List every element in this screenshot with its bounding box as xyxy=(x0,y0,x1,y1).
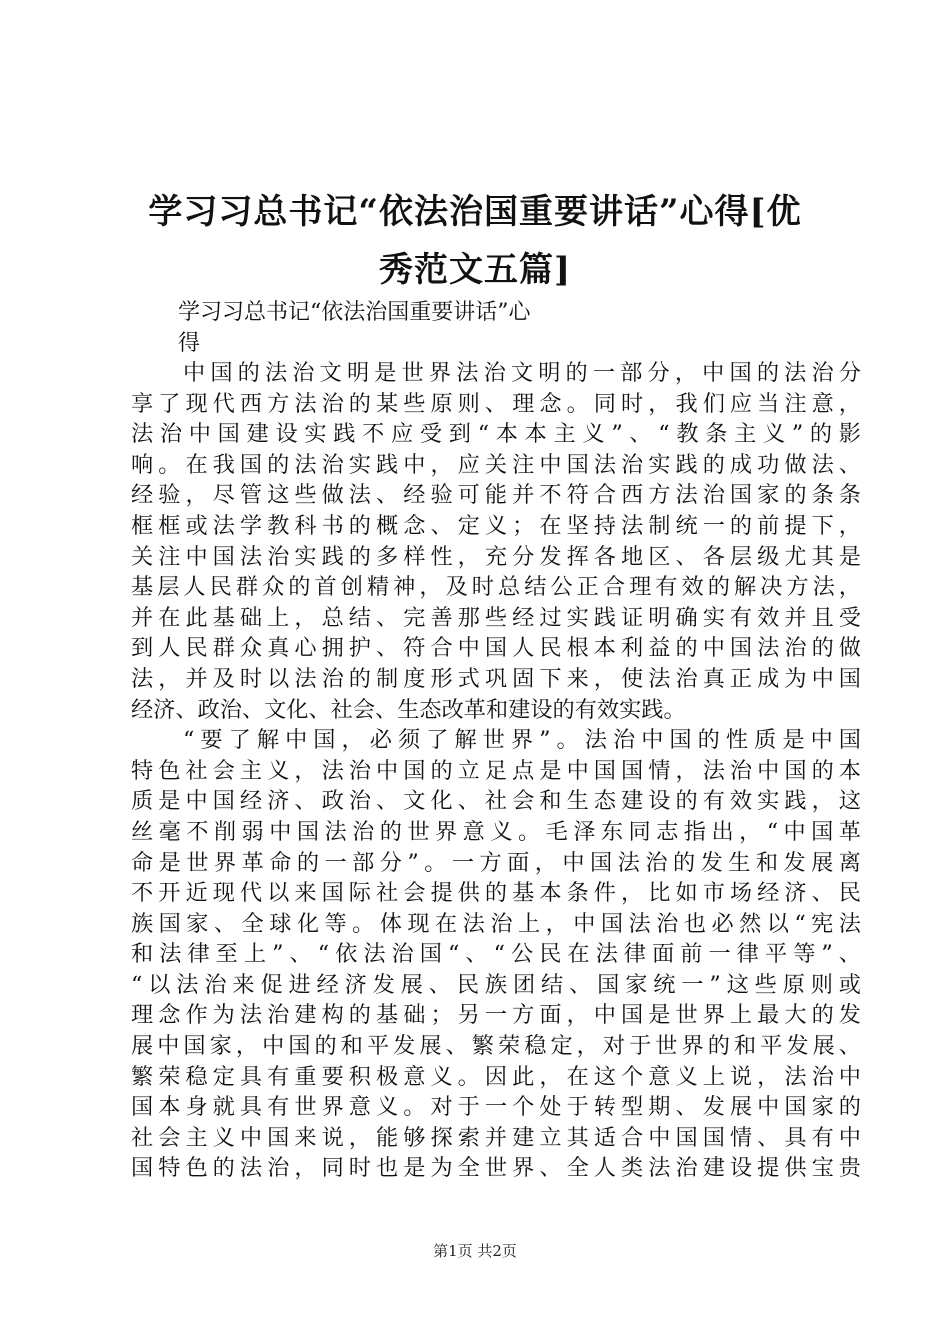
text-line: 关注中国法治实践的多样性，充分发挥各地区、各层级尤其是 xyxy=(131,543,861,570)
page-number: 第1页 共2页 xyxy=(433,1242,517,1260)
text-line: 框框或法学教科书的概念、定义；在坚持法制统一的前提下， xyxy=(131,512,861,539)
text-line: “以法治来促进经济发展、民族团结、国家统一”这些原则或 xyxy=(131,971,861,998)
text-line: 并在此基础上，总结、完善那些经过实践证明确实有效并且受 xyxy=(131,604,861,631)
text-line: “要了解中国，必须了解世界”。法治中国的性质是中国 xyxy=(183,727,861,754)
text-line: 经验，尽管这些做法、经验可能并不符合西方法治国家的条条 xyxy=(131,482,861,509)
text-line: 中国的法治文明是世界法治文明的一部分，中国的法治分 xyxy=(183,360,861,386)
subtitle-line: 学习习总书记“依法治国重要讲话”心 xyxy=(178,300,531,325)
text-line: 国本身就具有世界意义。对于一个处于转型期、发展中国家的 xyxy=(131,1094,861,1121)
text-line: 享了现代西方法治的某些原则、理念。同时，我们应当注意， xyxy=(131,390,861,417)
document-title xyxy=(120,183,830,299)
text-line: 展中国家，中国的和平发展、繁荣稳定，对于世界的和平发展、 xyxy=(131,1033,861,1060)
text-line: 社会主义中国来说，能够探索并建立其适合中国国情、具有中 xyxy=(131,1124,861,1151)
page-footer xyxy=(0,1241,950,1261)
text-line: 不开近现代以来国际社会提供的基本条件，比如市场经济、民 xyxy=(131,880,861,907)
paragraph-1 xyxy=(131,358,861,725)
text-line: 经济、政治、文化、社会、生态改革和建设的有效实践。 xyxy=(131,696,686,723)
text-line: 基层人民群众的首创精神，及时总结公正合理有效的解决方法， xyxy=(131,574,861,601)
text-line: 和法律至上”、“依法治国“、“公民在法律面前一律平等”、 xyxy=(131,941,861,968)
subtitle-line: 得 xyxy=(178,331,201,356)
text-line: 命是世界革命的一部分”。一方面，中国法治的发生和发展离 xyxy=(131,849,861,876)
text-line: 法治中国建设实践不应受到“本本主义”、“教条主义”的影 xyxy=(131,421,861,448)
text-line: 国特色的法治，同时也是为全世界、全人类法治建设提供宝贵 xyxy=(131,1155,861,1182)
text-line: 质是中国经济、政治、文化、社会和生态建设的有效实践，这 xyxy=(131,788,861,815)
text-line: 特色社会主义，法治中国的立足点是中国国情，法治中国的本 xyxy=(131,757,861,784)
text-line: 法，并及时以法治的制度形式巩固下来，使法治真正成为中国 xyxy=(131,665,861,692)
text-line: 到人民群众真心拥护、符合中国人民根本利益的中国法治的做 xyxy=(131,635,861,662)
document-subtitle xyxy=(178,297,628,359)
title-line: 秀范文五篇] xyxy=(378,250,572,290)
text-line: 丝毫不削弱中国法治的世界意义。毛泽东同志指出，“中国革 xyxy=(131,818,861,845)
text-line: 响。在我国的法治实践中，应关注中国法治实践的成功做法、 xyxy=(131,451,861,478)
text-line: 族国家、全球化等。体现在法治上，中国法治也必然以“宪法 xyxy=(131,910,861,937)
paragraph-2 xyxy=(131,725,861,1184)
title-line: 学习习总书记“依法治国重要讲话”心得[优 xyxy=(148,192,802,232)
text-line: 理念作为法治建构的基础；另一方面，中国是世界上最大的发 xyxy=(131,1002,861,1029)
document-body xyxy=(131,358,861,1184)
text-line: 繁荣稳定具有重要积极意义。因此，在这个意义上说，法治中 xyxy=(131,1063,861,1090)
